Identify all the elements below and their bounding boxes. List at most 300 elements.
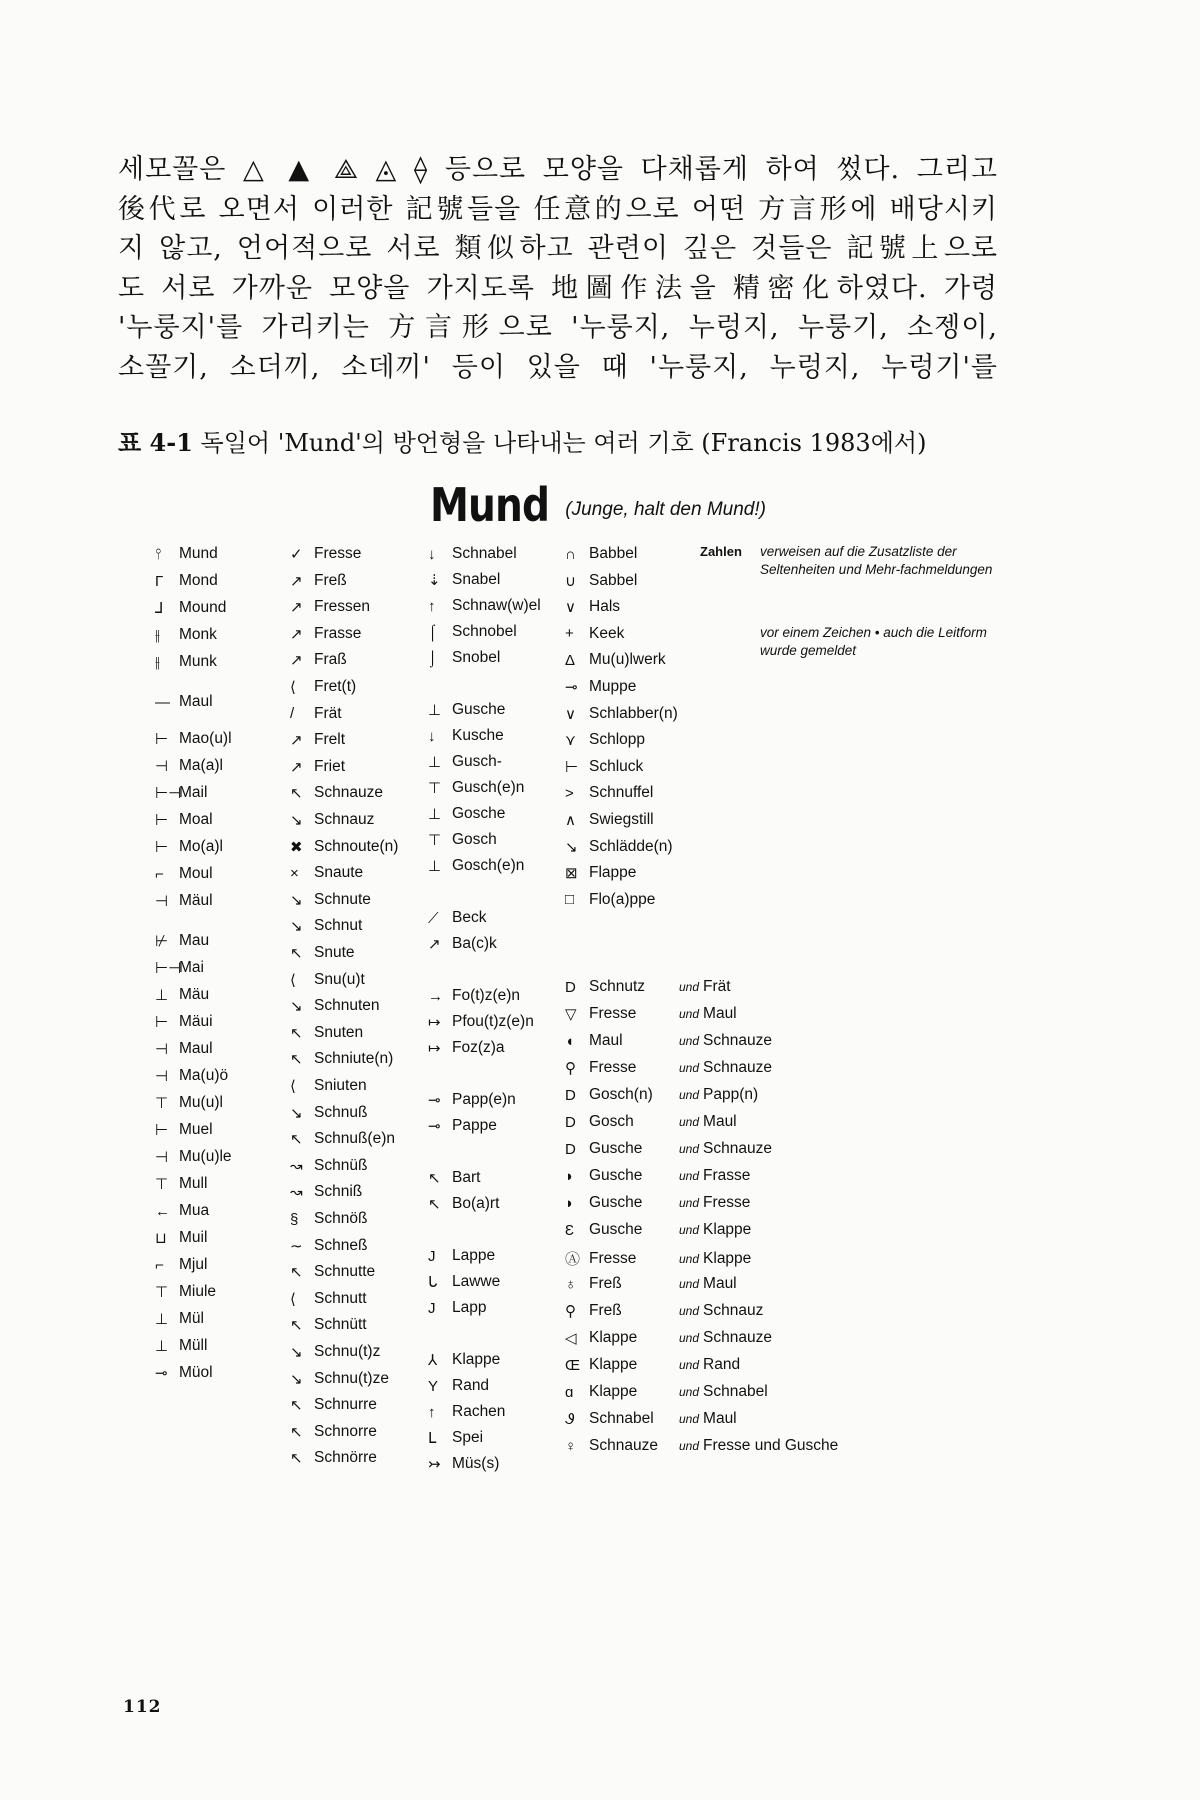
combination-entry: [565, 1140, 772, 1158]
dialect-form: Ba(c)k: [452, 935, 497, 952]
dialect-form: Schnutt: [314, 1289, 367, 1307]
dialect-symbol: ⫲: [155, 653, 160, 671]
legend-entry: [428, 1403, 505, 1421]
combination-form-a: Gusche: [589, 1221, 643, 1238]
dialect-form: Schnute: [314, 890, 371, 908]
und-label: und: [679, 1331, 700, 1345]
dialect-form: Mu(u)l: [179, 1094, 223, 1111]
dialect-form: Müs(s): [452, 1455, 500, 1472]
dialect-form: Mai: [179, 959, 204, 976]
combination-form-b: Maul: [703, 1113, 737, 1130]
dialect-form: Mull: [179, 1175, 208, 1192]
dialect-form: Flo(a)ppe: [589, 890, 656, 908]
dialect-symbol: ∩: [565, 545, 576, 563]
legend-entry: [155, 892, 213, 910]
combination-form-a: Gosch: [589, 1113, 634, 1130]
legend-entry: [428, 779, 524, 797]
dialect-symbol: ⊤: [428, 780, 442, 797]
dialect-form: Schnauze: [314, 784, 383, 802]
und-label: und: [679, 1061, 700, 1075]
combination-symbol: ⚲: [565, 1303, 576, 1320]
dialect-symbol: ∼: [290, 1237, 303, 1255]
dialect-form: Bart: [452, 1169, 481, 1186]
legend-entry: [565, 891, 655, 909]
legend-entry: [290, 705, 342, 723]
dialect-symbol: ⟨: [290, 679, 296, 696]
legend-entry: [565, 864, 636, 882]
dialect-symbol: ⅃: [155, 600, 164, 617]
combination-form-a: Gusche: [589, 1140, 643, 1157]
note-label: Zahlen: [700, 544, 742, 559]
und-label: und: [679, 1007, 700, 1021]
dialect-form: Snuten: [314, 1023, 364, 1041]
map-subtitle: (Junge, halt den Mund!): [565, 499, 766, 520]
dialect-symbol: ↝: [290, 1184, 303, 1202]
dialect-symbol: ↗: [290, 732, 303, 750]
dialect-symbol: ⊥: [155, 1311, 169, 1328]
legend-entry: [565, 651, 666, 669]
legend-entry: [290, 1343, 380, 1361]
dialect-form: Schluck: [589, 757, 644, 775]
legend-entry: [290, 678, 356, 696]
dialect-form: Schnörre: [314, 1449, 377, 1467]
combination-symbol: D: [565, 1086, 576, 1104]
legend-entry: [428, 1377, 489, 1395]
dialect-form: Schnöß: [314, 1210, 368, 1227]
legend-entry: [290, 838, 398, 856]
dialect-symbol: ⊢: [155, 812, 169, 829]
dialect-form: Fo(t)z(e)n: [452, 987, 521, 1004]
legend-entry: [155, 1364, 213, 1382]
dialect-form: Schnorre: [314, 1422, 377, 1440]
legend-entry: [428, 1455, 499, 1473]
dialect-symbol: ⟨: [290, 971, 296, 989]
dialect-form: Mo(a)l: [179, 838, 223, 855]
combination-form-b: Schnauze: [703, 1329, 772, 1346]
legend-entry: [565, 784, 653, 802]
combination-entry: [565, 1356, 740, 1374]
legend-entry: [565, 678, 636, 696]
dialect-form: Lapp: [452, 1299, 487, 1316]
dialect-form: Mjul: [179, 1256, 208, 1273]
legend-entry: [428, 623, 517, 641]
dialect-form: Mül: [179, 1310, 204, 1327]
dialect-form: Mäui: [179, 1013, 213, 1030]
und-label: und: [679, 1115, 700, 1129]
dialect-symbol: ⌡: [428, 649, 438, 667]
legend-entry: [565, 625, 624, 643]
dialect-symbol: ↝: [290, 1157, 303, 1175]
combination-form-b: Maul: [703, 1410, 737, 1427]
dialect-symbol: ↖: [290, 1317, 303, 1335]
combination-entry: [565, 1248, 751, 1269]
dialect-symbol: ⇣: [428, 572, 441, 589]
legend-entry: [290, 1449, 377, 1467]
dialect-symbol: ⊥: [428, 702, 442, 719]
dialect-symbol: —: [155, 693, 170, 711]
dialect-form: Gusche: [452, 701, 506, 718]
dialect-form: Schnuffel: [589, 784, 654, 802]
legend-entry: [290, 545, 361, 563]
dialect-symbol: ↘: [290, 891, 303, 909]
paragraph-line: 도 서로 가까운 모양을 가지도록 地圖作法을 精密化하였다. 가령: [118, 272, 998, 304]
dialect-symbol: ⊢⊣: [155, 960, 182, 977]
dialect-symbol: ⟨: [290, 1290, 296, 1308]
combination-form-b: Schnauze: [703, 1140, 772, 1157]
dialect-symbol: Y: [428, 1377, 439, 1395]
combination-form-a: Schnauze: [589, 1437, 658, 1454]
dialect-form: Spei: [452, 1429, 484, 1446]
dialect-symbol: §: [290, 1210, 299, 1228]
dialect-form: Schnutte: [314, 1263, 376, 1281]
dialect-symbol: ↖: [290, 1423, 303, 1441]
dialect-symbol: ↖: [290, 1051, 303, 1069]
dialect-form: Rand: [452, 1377, 490, 1394]
dialect-form: Beck: [452, 909, 487, 926]
dialect-form: Schnuten: [314, 997, 380, 1015]
combination-form-b: Frasse: [703, 1167, 751, 1184]
und-label: und: [679, 1385, 700, 1399]
combination-form-a: Gosch(n): [589, 1086, 653, 1103]
dialect-symbol: ×: [290, 864, 299, 882]
combination-form-b: Schnauz: [703, 1302, 764, 1319]
legend-entry: [155, 1013, 213, 1031]
dialect-symbol: ↦: [428, 1040, 441, 1057]
combination-symbol: D: [565, 1113, 576, 1131]
combination-symbol: ♀: [565, 1437, 577, 1455]
combination-symbol: ♁: [565, 1275, 577, 1293]
dialect-symbol: ⟋: [428, 909, 439, 927]
dialect-form: Muil: [179, 1229, 208, 1246]
dialect-symbol: J: [428, 1247, 436, 1265]
combination-symbol: ɑ: [565, 1383, 574, 1401]
legend-entry: [428, 701, 505, 719]
dialect-symbol: ⊸: [428, 1092, 441, 1109]
combination-form-a: Klappe: [589, 1356, 638, 1373]
dialect-symbol: ⅄: [428, 1352, 438, 1369]
legend-entry: [290, 997, 380, 1015]
legend-note: [700, 543, 1000, 579]
dialect-symbol: ⊢: [155, 839, 169, 856]
combination-entry: [565, 1437, 838, 1455]
dialect-form: Fraß: [314, 651, 347, 669]
legend-entry: [565, 758, 643, 776]
dialect-form: Babbel: [589, 545, 638, 562]
dialect-form: Klappe: [452, 1351, 501, 1368]
legend-entry: [428, 987, 520, 1005]
combination-entry: [565, 1302, 763, 1320]
dialect-symbol: ↗: [428, 936, 441, 953]
dialect-form: Mäu: [179, 986, 210, 1003]
legend-entry: [155, 1148, 232, 1166]
legend-entry: [155, 1067, 228, 1085]
legend-entry: [428, 1247, 495, 1265]
legend-entry: [428, 1117, 497, 1135]
combination-entry: [565, 1113, 737, 1131]
legend-entry: [290, 731, 345, 749]
dialect-symbol: ∪: [565, 572, 576, 590]
legend-entry: [290, 1290, 367, 1308]
combination-form-b: Schnauze: [703, 1032, 772, 1049]
dialect-symbol: ⊸: [155, 1365, 168, 1382]
combination-symbol: Ⓐ: [565, 1251, 581, 1268]
dialect-form: Keek: [589, 624, 625, 642]
dialect-symbol: ⊥: [428, 806, 442, 823]
dialect-form: Frät: [314, 704, 342, 722]
dialect-symbol: ←: [155, 1202, 170, 1220]
dialect-form: Moal: [179, 811, 213, 828]
combination-form-b: Fresse: [703, 1194, 751, 1211]
und-label: und: [679, 1277, 700, 1291]
dialect-form: Snaute: [314, 864, 364, 882]
combination-symbol: ⚲: [565, 1060, 576, 1077]
legend-entry: [290, 1077, 367, 1095]
legend-entry: [155, 1094, 223, 1112]
combination-form-b: Maul: [703, 1005, 737, 1022]
combination-form-b: Frät: [703, 978, 731, 995]
dialect-form: Schnuß(e)n: [314, 1130, 395, 1148]
legend-entry: [155, 865, 213, 883]
legend-entry: [155, 986, 209, 1004]
combination-entry: [565, 1086, 758, 1104]
dialect-form: Fressen: [314, 598, 370, 616]
dialect-symbol: ᒐ: [428, 1274, 438, 1291]
dialect-form: Mound: [179, 599, 227, 616]
legend-entry: [155, 693, 213, 711]
legend-entry: [155, 653, 217, 671]
und-label: und: [679, 1358, 700, 1372]
legend-entry: [290, 1104, 367, 1122]
legend-entry: [428, 571, 500, 589]
legend-entry: [155, 626, 217, 644]
legend-note-2: [760, 624, 1000, 660]
dialect-form: Schnut: [314, 917, 363, 935]
combination-entry: [565, 1059, 772, 1077]
dialect-form: Schlopp: [589, 731, 646, 749]
dialect-form: Schnu(t)z: [314, 1343, 381, 1360]
dialect-form: Mail: [179, 784, 208, 801]
dialect-symbol: ↘: [290, 998, 303, 1016]
paragraph-line: 소꼴기, 소더끼, 소데끼' 등이 있을 때 '누룽지, 누렁지, 누렁기'를: [118, 351, 998, 383]
dialect-symbol: ↓: [428, 727, 436, 745]
legend-entry: [428, 649, 500, 667]
dialect-form: Papp(e)n: [452, 1091, 516, 1108]
dialect-form: Freß: [314, 571, 347, 589]
legend-entry: [428, 1429, 483, 1447]
combination-entry: [565, 1383, 768, 1401]
dialect-form: Schneß: [314, 1236, 368, 1254]
dialect-form: Schniute(n): [314, 1050, 394, 1068]
legend-entry: [290, 1183, 362, 1201]
dialect-form: Schlabber(n): [589, 704, 678, 722]
legend-entry: [155, 572, 218, 590]
dialect-symbol: ↘: [290, 1104, 303, 1122]
combination-entry: [565, 1410, 737, 1428]
dialect-form: Gosche: [452, 805, 506, 822]
combination-form-b: Maul: [703, 1275, 737, 1292]
dialect-symbol: ⋎: [565, 732, 576, 750]
legend-entry: [155, 784, 207, 802]
combination-form-b: Klappe: [703, 1221, 752, 1238]
paragraph-line: '누룽지'를 가리키는 方言形으로 '누룽지, 누렁지, 누룽기, 소젱이,: [118, 312, 998, 343]
dialect-symbol: ↖: [290, 1450, 303, 1468]
dialect-form: Schnobel: [452, 623, 517, 640]
legend-entry: [290, 971, 365, 989]
dialect-form: Mäul: [179, 892, 213, 909]
legend-entry: [290, 598, 370, 616]
combination-form-a: Schnutz: [589, 978, 646, 995]
combination-entry: [565, 1221, 751, 1239]
legend-entry: [428, 857, 524, 875]
legend-entry: [290, 864, 363, 882]
paragraph-line: 後代로 오면서 이러한 記號들을 任意的으로 어떤 方言形에 배당시키: [118, 193, 998, 225]
combination-form-a: Klappe: [589, 1383, 638, 1400]
legend-entry: [290, 1263, 375, 1281]
legend-entry: [155, 1337, 207, 1355]
dialect-symbol: ⊸: [428, 1118, 441, 1135]
dialect-symbol: J: [428, 1299, 436, 1317]
dialect-form: Sniuten: [314, 1077, 367, 1094]
dialect-form: Snu(u)t: [314, 970, 365, 988]
dialect-form: Schniß: [314, 1183, 363, 1201]
legend-entry: [428, 1013, 534, 1031]
legend-entry: [155, 1283, 216, 1301]
dialect-form: Müll: [179, 1337, 208, 1354]
combination-form-b: Papp(n): [703, 1086, 759, 1103]
dialect-symbol: ⊤: [155, 1176, 169, 1193]
combination-symbol: ▽: [565, 1006, 577, 1023]
combination-symbol: D: [565, 978, 576, 996]
combination-entry: [565, 1329, 772, 1347]
und-label: und: [679, 1196, 700, 1210]
dialect-symbol: ↘: [290, 918, 303, 936]
legend-entry: [428, 909, 486, 927]
legend-entry: [428, 1091, 516, 1109]
dialect-form: Schnauz: [314, 811, 375, 828]
table-caption: [118, 423, 998, 458]
legend-entry: [428, 831, 497, 849]
combination-symbol: ◗: [565, 1167, 575, 1185]
dialect-form: Schnoute(n): [314, 837, 399, 855]
dialect-form: Rachen: [452, 1403, 506, 1420]
map-title-word: Mund: [430, 478, 550, 532]
dialect-symbol: ⊥: [428, 754, 442, 771]
legend-entry: [155, 545, 218, 563]
dialect-form: Schnu(t)ze: [314, 1369, 389, 1387]
legend-entry: [290, 891, 371, 909]
dialect-form: Swiegstill: [589, 811, 654, 828]
dialect-symbol: ⊢: [155, 1014, 169, 1031]
dialect-symbol: ↑: [428, 1403, 436, 1421]
dialect-form: Frelt: [314, 731, 345, 749]
und-label: und: [679, 1412, 700, 1426]
legend-entry: [565, 545, 637, 563]
combination-form-b: Schnauze: [703, 1059, 772, 1076]
legend-entry: [565, 731, 645, 749]
dialect-symbol: →: [428, 987, 443, 1005]
legend-entry: [155, 811, 213, 829]
dialect-form: Schnütt: [314, 1316, 367, 1334]
legend-entry: [565, 838, 673, 856]
dialect-form: Foz(z)a: [452, 1039, 505, 1056]
dialect-symbol: ⊬: [155, 933, 169, 950]
dialect-symbol: ↗: [290, 599, 303, 617]
combination-form-b: Fresse und Gusche: [703, 1437, 839, 1454]
legend-entry: [290, 651, 347, 669]
combination-form-a: Fresse: [589, 1005, 637, 1022]
dialect-form: Pappe: [452, 1117, 497, 1134]
dialect-symbol: ↗: [290, 652, 303, 670]
dialect-form: Mund: [179, 545, 218, 562]
legend-entry: [428, 727, 504, 745]
dialect-symbol: ↦: [428, 1014, 441, 1031]
dialect-symbol: ↖: [290, 1024, 303, 1042]
dialect-form: Mau: [179, 932, 210, 949]
dialect-symbol: ⊣: [155, 1041, 169, 1058]
dialect-form: Schlädde(n): [589, 837, 673, 855]
dialect-symbol: ∧: [565, 812, 576, 829]
dialect-form: Mond: [179, 572, 218, 589]
combination-symbol: Ꮽ: [565, 1410, 575, 1428]
legend-entry: [428, 1351, 500, 1369]
legend-entry: [155, 1310, 204, 1328]
dialect-symbol: ⫲: [155, 626, 160, 644]
dialect-form: Ma(u)ö: [179, 1067, 229, 1084]
combination-entry: [565, 978, 731, 996]
dialect-symbol: ⌠: [428, 623, 438, 641]
dialect-symbol: ↘: [290, 1370, 303, 1388]
dialect-symbol: ↘: [290, 812, 303, 829]
und-label: und: [679, 1088, 700, 1102]
combination-form-a: Gusche: [589, 1194, 643, 1211]
legend-entry: [428, 597, 541, 615]
dialect-symbol: ↗: [290, 625, 303, 643]
combination-symbol: ◖: [565, 1032, 575, 1050]
dialect-form: Fret(t): [314, 678, 357, 695]
combination-form-b: Schnabel: [703, 1383, 768, 1400]
combination-form-a: Fresse: [589, 1249, 637, 1267]
legend-entry: [290, 1024, 363, 1042]
dialect-symbol: ⊸: [565, 679, 578, 696]
und-label: und: [679, 1223, 700, 1237]
dialect-symbol: Γ: [155, 572, 164, 590]
legend-entry: [290, 1157, 367, 1175]
legend-entry: [290, 1370, 389, 1388]
legend-entry: [290, 572, 347, 590]
dialect-symbol: ↖: [290, 1264, 303, 1282]
legend-entry: [155, 1229, 207, 1247]
dialect-symbol: ⊢⊣: [155, 785, 182, 802]
combination-symbol: Ɛ: [565, 1221, 575, 1239]
legend-entry: [428, 1039, 505, 1057]
legend-entry: [290, 811, 374, 829]
dialect-symbol: ⊔: [155, 1230, 167, 1247]
legend-entry: [428, 1273, 500, 1291]
dialect-symbol: ⌐: [155, 865, 164, 883]
dialect-form: Flappe: [589, 864, 637, 882]
dialect-symbol: ⊣: [155, 758, 169, 775]
dialect-symbol: ↗: [290, 758, 303, 776]
legend-entry: [155, 1121, 213, 1139]
dialect-symbol: ∨: [565, 599, 576, 617]
dialect-form: Snute: [314, 944, 355, 961]
dialect-symbol: ↖: [290, 1397, 303, 1415]
dialect-form: Ma(a)l: [179, 757, 223, 774]
und-label: und: [679, 1439, 700, 1453]
legend-entry: [565, 811, 654, 829]
dialect-symbol: ⊣: [155, 893, 169, 910]
combination-symbol: ◗: [565, 1194, 575, 1212]
